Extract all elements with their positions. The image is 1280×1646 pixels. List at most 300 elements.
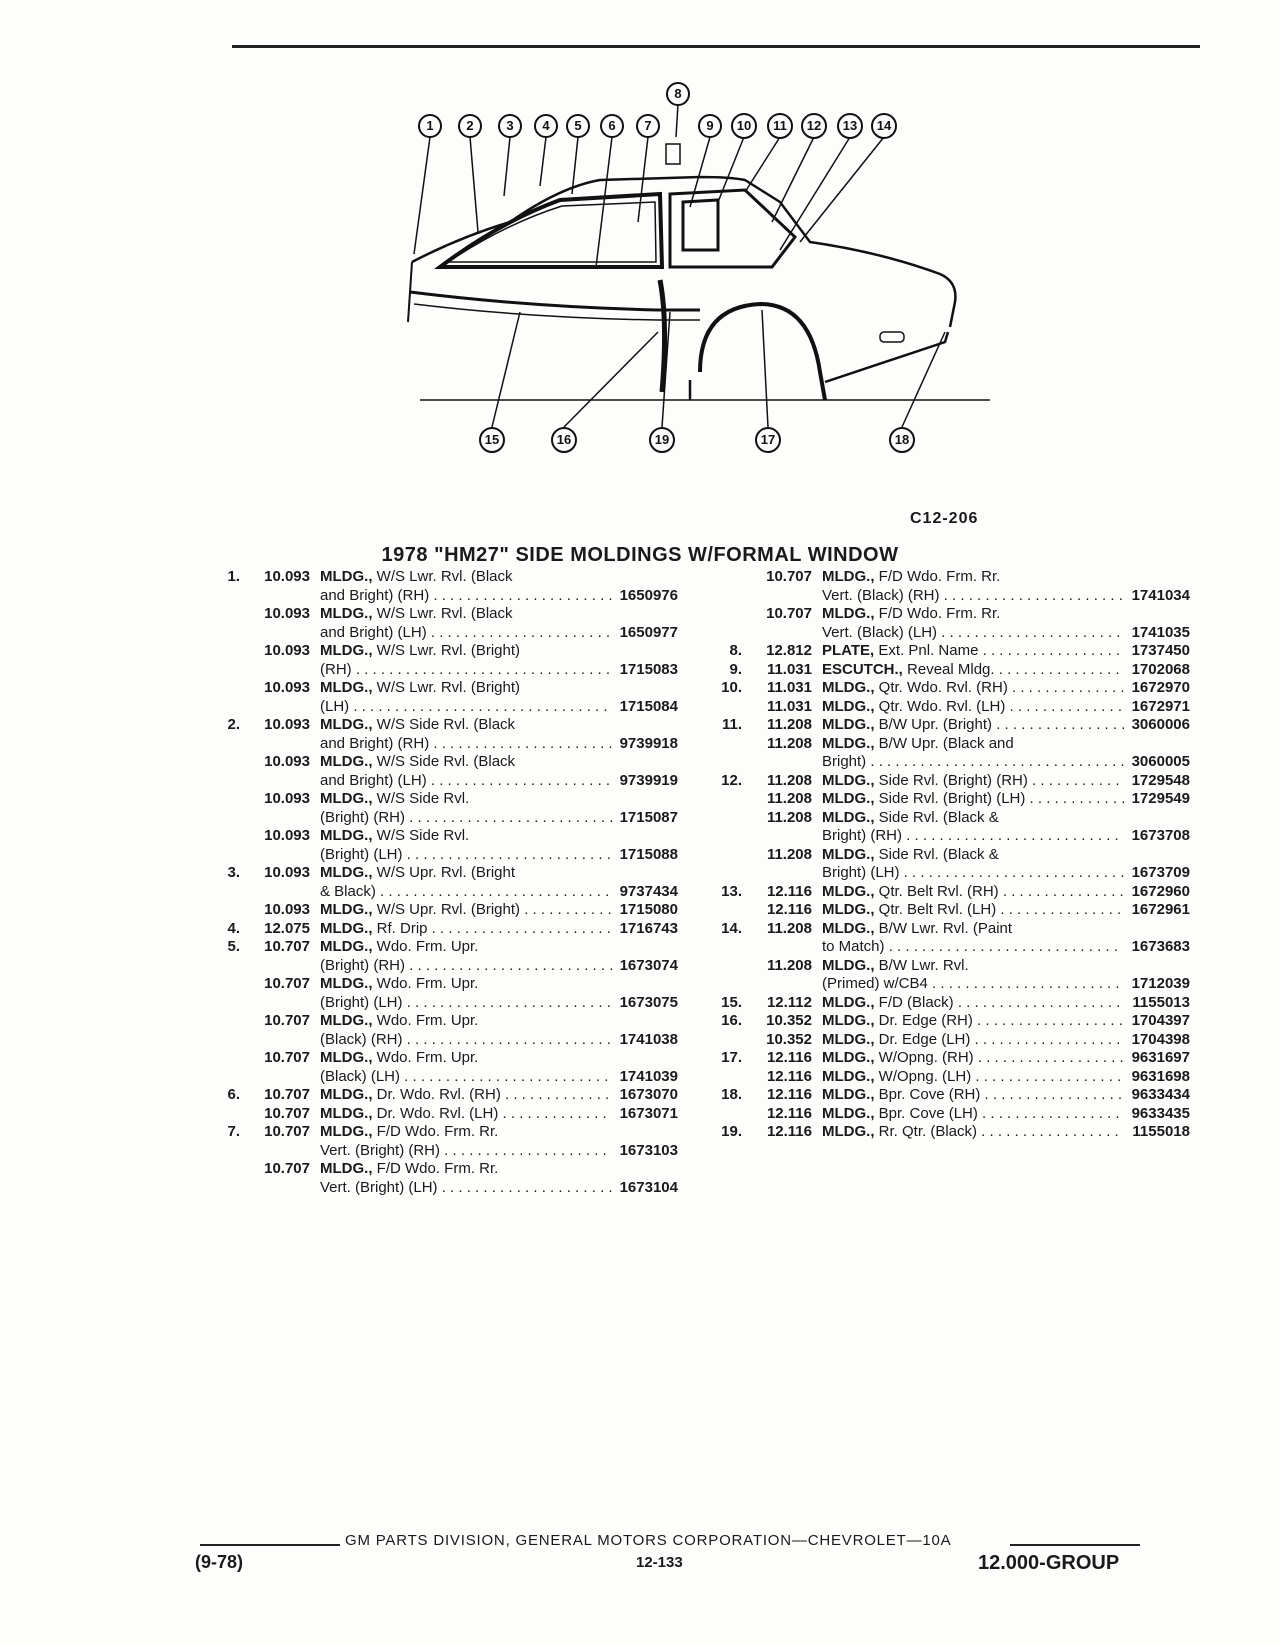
- part-detail: W/S Lwr. Rvl. (Black and Bright) (LH): [320, 605, 513, 641]
- part-description: [320, 975, 614, 1012]
- item-number: 9.: [729, 660, 742, 678]
- part-name: MLDG.,: [822, 993, 875, 1011]
- callout-9: [699, 115, 721, 137]
- part-name: PLATE,: [822, 642, 875, 659]
- top-rule: [232, 45, 1200, 48]
- parts-entry: [208, 790, 678, 827]
- part-number: 1741035: [1131, 623, 1190, 641]
- part-number: 1704397: [1131, 1012, 1190, 1029]
- car-outline: [408, 177, 990, 400]
- part-detail: W/S Side Rvl. (Black and Bright) (RH): [320, 716, 516, 752]
- part-detail: Qtr. Wdo. Rvl. (RH): [878, 679, 1008, 696]
- parts-entry: [208, 1123, 678, 1160]
- leader-dots: . . . . . . . . . . . . . . . . .: [982, 1104, 1120, 1122]
- part-description: [320, 827, 614, 864]
- part-name: MLDG.,: [320, 605, 373, 622]
- leader-dots: . . . . . . . . . . . . . . . . . . . . . . . . . . . . . . .: [353, 697, 608, 715]
- svg-text:19: 19: [654, 432, 670, 447]
- callout-5: [567, 115, 589, 137]
- part-number: 1712039: [1131, 975, 1190, 992]
- svg-text:17: 17: [760, 432, 776, 447]
- part-description: [320, 1086, 614, 1105]
- part-number: 1715084: [619, 697, 678, 715]
- part-number: 1650976: [619, 586, 678, 604]
- group-number: 10.093: [264, 679, 310, 696]
- leader-dots: . . . . . . . . . . . . . . . . . .: [977, 1012, 1123, 1029]
- leader-dots: . . . . . . . . . . . . . . . . . . . . . . . . . . . . . . .: [870, 753, 1125, 770]
- parts-entry: [710, 735, 1190, 772]
- group-number: 12.116: [766, 1104, 812, 1122]
- leader-dots: . . . . . . . . . . . . . . . . . . . . . . .: [932, 975, 1120, 992]
- part-number: 1737450: [1131, 642, 1190, 659]
- group-number: 12.075: [264, 919, 310, 937]
- part-description: [822, 698, 1126, 717]
- footer-group: 12.000-GROUP: [978, 1552, 1120, 1574]
- group-number: 10.352: [766, 1012, 812, 1029]
- leader-dots: . . . . . . . . . . . . .: [505, 1086, 610, 1103]
- svg-text:16: 16: [556, 432, 572, 447]
- part-number: 1673708: [1131, 827, 1190, 844]
- parts-entry: [710, 957, 1190, 994]
- part-description: [822, 1086, 1126, 1105]
- part-detail: W/Opng. (LH): [878, 1067, 972, 1085]
- part-name: MLDG.,: [822, 1086, 875, 1103]
- callout-4: [535, 115, 557, 137]
- parts-entry: [710, 883, 1190, 902]
- group-number: 11.208: [766, 845, 812, 863]
- part-name: MLDG.,: [320, 568, 373, 585]
- leader-dots: . . . . . . . . . . . . . . . . . . . . . . . . . . . .: [380, 882, 610, 900]
- parts-entry: [710, 994, 1190, 1013]
- leader-dots: . . . . . . . . . . . . . . . . . . . . . .: [941, 623, 1121, 641]
- callout-18: [890, 428, 914, 452]
- leader-dots: . . . . . . . . . . . . . . . . . . . . . . . . . . . . . . .: [355, 660, 611, 678]
- group-number: 10.707: [264, 938, 310, 955]
- svg-text:12: 12: [806, 118, 822, 133]
- leader-dots: . . . . . . . . . . . . . . . . . . . . . .: [430, 623, 611, 641]
- part-name: MLDG.,: [822, 716, 875, 733]
- part-description: [822, 920, 1126, 957]
- group-number: 12.116: [766, 1049, 812, 1066]
- part-name: MLDG.,: [822, 605, 875, 622]
- part-name: MLDG.,: [822, 882, 875, 900]
- part-description: [822, 901, 1126, 920]
- footer-publisher: GM PARTS DIVISION, GENERAL MOTORS CORPORATION—CHEVROLET—10A: [345, 1532, 952, 1549]
- part-number: 9631698: [1131, 1067, 1190, 1085]
- group-number: 10.707: [766, 605, 812, 622]
- parts-entry: [710, 1012, 1190, 1031]
- svg-text:7: 7: [644, 118, 652, 133]
- callout-17: [756, 428, 780, 452]
- part-name: MLDG.,: [822, 771, 875, 789]
- parts-entry: [710, 1105, 1190, 1124]
- part-number: 1672971: [1131, 697, 1190, 715]
- item-number: 11.: [721, 716, 742, 733]
- part-description: [822, 642, 1126, 661]
- parts-entry: [710, 846, 1190, 883]
- part-name: MLDG.,: [822, 845, 875, 863]
- part-name: MLDG.,: [320, 938, 373, 955]
- svg-text:1: 1: [426, 118, 434, 133]
- leader-dots: . . . . . . . . . . . . . . . . . .: [975, 1067, 1122, 1085]
- part-detail: Qtr. Belt Rvl. (RH): [878, 882, 999, 900]
- part-description: [320, 716, 614, 753]
- part-detail: Ext. Pnl. Name: [878, 642, 979, 659]
- part-name: MLDG.,: [822, 1104, 875, 1122]
- part-name: MLDG.,: [320, 642, 373, 659]
- part-name: MLDG.,: [320, 1012, 373, 1029]
- parts-entry: [208, 920, 678, 939]
- part-name: MLDG.,: [320, 716, 373, 733]
- parts-entry: [208, 605, 678, 642]
- part-number: 1650977: [619, 623, 678, 641]
- parts-entry: [710, 790, 1190, 809]
- leader-dots: . . . . . . . . . . . . . . . . . . . . .: [441, 1178, 613, 1196]
- part-number: 1716743: [619, 919, 678, 937]
- part-description: [822, 790, 1126, 809]
- group-number: 10.707: [766, 568, 812, 585]
- leader-dots: . . . . . . . . . . . . . . . . . . . . . .: [431, 919, 611, 937]
- part-detail: Reveal Mldg.: [907, 660, 995, 678]
- callout-2: [459, 115, 481, 137]
- part-number: 1741039: [619, 1067, 678, 1085]
- leader-dots: . . . . . . . . . . . . . . .: [1002, 882, 1124, 900]
- leader-dots: . . . . . . . . . . . . . .: [1012, 679, 1125, 696]
- part-detail: Dr. Edge (LH): [878, 1030, 971, 1048]
- part-number: 1672960: [1131, 882, 1190, 900]
- part-description: [822, 1012, 1126, 1031]
- part-number: 1741038: [619, 1030, 678, 1048]
- part-number: 1155013: [1132, 993, 1190, 1011]
- leader-dots: . . . . . . . . . . . . . . . . . . . .: [444, 1141, 607, 1159]
- parts-entry: [208, 1012, 678, 1049]
- svg-text:9: 9: [706, 118, 714, 133]
- leader-dots: . . . . . . . . . . . . . .: [1009, 697, 1123, 715]
- part-number: 3060005: [1131, 753, 1190, 770]
- leader-dots: . . . . . . . . . . . . . . . . . . . . . . . . . . . .: [888, 938, 1118, 955]
- part-detail: F/D Wdo. Frm. Rr. Vert. (Bright) (LH): [320, 1160, 499, 1196]
- parts-entry: [710, 809, 1190, 846]
- part-name: MLDG.,: [822, 901, 875, 918]
- part-detail: Dr. Wdo. Rvl. (RH): [376, 1086, 501, 1103]
- part-description: [822, 772, 1126, 791]
- part-name: MLDG.,: [822, 1067, 875, 1085]
- parts-entry: [208, 864, 678, 901]
- part-name: MLDG.,: [822, 790, 875, 807]
- part-name: MLDG.,: [822, 697, 875, 715]
- group-number: 12.812: [766, 642, 812, 659]
- part-detail: W/S Side Rvl. (Black and Bright) (LH): [320, 753, 516, 789]
- svg-text:5: 5: [574, 118, 582, 133]
- parts-entry: [710, 1031, 1190, 1050]
- part-name: MLDG.,: [822, 679, 875, 696]
- parts-entry: [710, 716, 1190, 735]
- group-number: 12.112: [766, 993, 812, 1011]
- group-number: 11.208: [766, 771, 812, 789]
- part-name: MLDG.,: [320, 901, 373, 918]
- part-description: [822, 809, 1126, 846]
- group-number: 10.093: [264, 827, 310, 844]
- callout-6: [601, 115, 623, 137]
- item-number: 15.: [721, 993, 742, 1011]
- part-description: [822, 1123, 1126, 1142]
- svg-text:2: 2: [466, 118, 474, 133]
- page-title: 1978 "HM27" SIDE MOLDINGS W/FORMAL WINDOW: [381, 544, 899, 566]
- part-detail: W/S Upr. Rvl. (Bright & Black): [320, 864, 516, 900]
- part-name: MLDG.,: [320, 864, 373, 881]
- part-description: [320, 1160, 614, 1197]
- part-name: MLDG.,: [822, 808, 875, 826]
- group-number: 10.707: [264, 1123, 310, 1140]
- part-detail: Dr. Wdo. Rvl. (LH): [376, 1104, 499, 1122]
- part-description: [320, 642, 614, 679]
- item-number: 14.: [721, 919, 742, 937]
- part-number: 9633435: [1131, 1104, 1190, 1122]
- leader-dots: . . . . . . . . . . . . . . . . . . . . . . . . . . .: [903, 864, 1125, 881]
- group-number: 10.093: [264, 753, 310, 770]
- leader-dots: . . . . . . . . . . . . . . . . . . . . . .: [433, 734, 613, 752]
- part-detail: Dr. Edge (RH): [878, 1012, 973, 1029]
- part-detail: B/W Lwr. Rvl. (Paint to Match): [822, 919, 1013, 955]
- parts-entry: [208, 1105, 678, 1124]
- item-number: 6.: [227, 1086, 240, 1103]
- part-description: [822, 568, 1126, 605]
- part-description: [822, 994, 1126, 1013]
- group-number: 11.031: [766, 679, 812, 696]
- parts-entry: [710, 568, 1190, 605]
- parts-entry: [208, 642, 678, 679]
- group-number: 12.116: [766, 1123, 812, 1140]
- part-detail: Wdo. Frm. Upr. (Black) (LH): [320, 1049, 479, 1085]
- item-number: 7.: [227, 1123, 240, 1140]
- part-name: MLDG.,: [822, 1012, 875, 1029]
- item-number: 12.: [721, 771, 742, 789]
- svg-text:15: 15: [484, 432, 500, 447]
- leader-dots: . . . . . . . . . . . . . . . . .: [981, 1123, 1119, 1140]
- part-number: 1729549: [1131, 790, 1190, 807]
- parts-entry: [710, 1049, 1190, 1068]
- group-number: 11.208: [766, 808, 812, 826]
- parts-entry: [208, 716, 678, 753]
- parts-list-left: [208, 568, 678, 1197]
- part-detail: F/D Wdo. Frm. Rr. Vert. (Black) (LH): [822, 605, 1001, 641]
- part-description: [320, 938, 614, 975]
- name-plate-icon: [666, 144, 680, 164]
- part-detail: Bpr. Cove (RH): [878, 1086, 981, 1103]
- part-detail: Rf. Drip: [376, 919, 428, 937]
- parts-entry: [710, 679, 1190, 698]
- callout-13: [838, 114, 862, 138]
- group-number: 10.707: [264, 1049, 310, 1066]
- part-detail: F/D Wdo. Frm. Rr. Vert. (Black) (RH): [822, 568, 1001, 604]
- leader-dots: . . . . . . . . . . . . . . . . . . . . . . . . .: [406, 845, 611, 863]
- part-detail: Qtr. Wdo. Rvl. (LH): [878, 697, 1006, 715]
- part-detail: F/D (Black): [878, 993, 954, 1011]
- part-detail: W/S Upr. Rvl. (Bright): [376, 901, 521, 918]
- part-detail: Bpr. Cove (LH): [878, 1104, 978, 1122]
- part-number: 1672961: [1131, 901, 1190, 918]
- parts-entry: [710, 661, 1190, 680]
- group-number: 10.707: [264, 975, 310, 992]
- parts-entry: [710, 920, 1190, 957]
- part-description: [822, 716, 1126, 735]
- part-detail: W/S Side Rvl. (Bright) (LH): [320, 827, 470, 863]
- part-detail: Side Rvl. (Bright) (LH): [878, 790, 1026, 807]
- part-name: MLDG.,: [320, 1104, 373, 1122]
- parts-entry: [710, 1068, 1190, 1087]
- part-number: 9633434: [1131, 1086, 1190, 1103]
- leader-dots: . . . . . . . . . . . . . . . . . . . . . . . . . .: [906, 827, 1119, 844]
- item-number: 5.: [227, 938, 240, 955]
- part-number: 9631697: [1131, 1049, 1190, 1066]
- part-name: MLDG.,: [320, 790, 373, 807]
- callout-15: [480, 428, 504, 452]
- part-detail: W/Opng. (RH): [878, 1049, 974, 1066]
- part-description: [320, 1049, 614, 1086]
- callout-10: [732, 114, 756, 138]
- part-description: [320, 753, 614, 790]
- svg-text:3: 3: [506, 118, 514, 133]
- part-number: 3060006: [1131, 716, 1190, 733]
- part-number: 9737434: [619, 882, 678, 900]
- figure-code: C12-206: [910, 510, 979, 527]
- part-detail: Rr. Qtr. (Black): [878, 1123, 978, 1140]
- part-name: MLDG.,: [320, 753, 373, 770]
- item-number: 16.: [721, 1012, 742, 1029]
- item-number: 3.: [227, 864, 240, 881]
- part-name: MLDG.,: [320, 1086, 373, 1103]
- group-number: 10.093: [264, 605, 310, 622]
- group-number: 10.093: [264, 642, 310, 659]
- part-number: 1741034: [1131, 586, 1190, 604]
- leader-dots: . . . . . . . . . . . . . . . . . .: [974, 1030, 1121, 1048]
- leader-dots: . . . . . . . . . . . . . . . . . . . . . . . . .: [406, 993, 611, 1011]
- part-detail: W/S Lwr. Rvl. (Bright) (LH): [320, 679, 521, 715]
- svg-text:8: 8: [674, 86, 682, 101]
- part-description: [822, 1068, 1126, 1087]
- group-number: 10.093: [264, 901, 310, 918]
- group-number: 10.093: [264, 864, 310, 881]
- part-name: MLDG.,: [822, 568, 875, 585]
- callout-19: [650, 428, 674, 452]
- part-description: [822, 679, 1126, 698]
- part-detail: Side Rvl. (Black & Bright) (RH): [822, 808, 999, 844]
- group-number: 11.031: [766, 697, 812, 715]
- leader-dots: . . . . . . . . . . . . . . . . . . . . . . . . .: [409, 808, 614, 826]
- leader-dots: . . . . . . . . . . . . . . . . . . . . . . . . .: [406, 1030, 611, 1048]
- svg-text:14: 14: [876, 118, 892, 133]
- part-name: MLDG.,: [320, 827, 373, 844]
- group-number: 11.031: [766, 660, 812, 678]
- parts-entry: [710, 642, 1190, 661]
- part-detail: F/D Wdo. Frm. Rr. Vert. (Bright) (RH): [320, 1123, 499, 1159]
- callout-3: [499, 115, 521, 137]
- part-description: [320, 1105, 614, 1124]
- part-description: [320, 605, 614, 642]
- group-number: 10.093: [264, 716, 310, 733]
- group-number: 10.707: [264, 1160, 310, 1177]
- parts-entry: [710, 1123, 1190, 1142]
- part-detail: W/S Lwr. Rvl. (Black and Bright) (RH): [320, 568, 513, 604]
- leader-dots: . . . . . . . . . . . . . . . . . . . . . .: [433, 586, 613, 604]
- leader-dots: . . . . . . . . . . . . .: [502, 1104, 607, 1122]
- part-name: MLDG.,: [822, 734, 875, 752]
- leader-dots: . . . . . . . . . . . . . . .: [1000, 901, 1122, 918]
- leader-dots: . . . . . . . . . . . . . . . . . .: [977, 1049, 1124, 1066]
- callout-1: [419, 115, 441, 137]
- part-name: MLDG.,: [320, 1123, 373, 1140]
- part-number: 9739919: [619, 771, 678, 789]
- callout-8: [667, 83, 689, 105]
- part-number: 1673683: [1131, 938, 1190, 955]
- part-number: 1673103: [619, 1141, 678, 1159]
- part-number: 1729548: [1131, 771, 1190, 789]
- leader-dots: . . . . . . . . . . . . . . . . . . . . . .: [943, 586, 1123, 604]
- side-moldings-diagram: [400, 82, 990, 482]
- part-detail: B/W Upr. (Bright): [878, 716, 993, 733]
- part-description: [822, 1049, 1126, 1068]
- group-number: 10.707: [264, 1104, 310, 1122]
- leader-dots: . . . . . . . . . . .: [1032, 771, 1120, 789]
- item-number: 18.: [721, 1086, 742, 1103]
- parts-entry: [208, 568, 678, 605]
- callout-12: [802, 114, 826, 138]
- group-number: 11.208: [766, 919, 812, 937]
- part-number: 1672970: [1131, 679, 1190, 696]
- parts-list-right: [710, 568, 1190, 1142]
- item-number: 10.: [721, 679, 742, 696]
- callout-16: [552, 428, 576, 452]
- part-description: [822, 1031, 1126, 1050]
- leader-dots: . . . . . . . . . . . . . . .: [998, 660, 1120, 678]
- item-number: 13.: [721, 882, 742, 900]
- parts-entry: [710, 901, 1190, 920]
- part-description: [320, 1123, 614, 1160]
- part-number: 1715080: [619, 901, 678, 918]
- footer-rule-left: [200, 1544, 340, 1546]
- callout-11: [768, 114, 792, 138]
- part-number: 1702068: [1131, 660, 1190, 678]
- part-detail: Qtr. Belt Rvl. (LH): [878, 901, 997, 918]
- leader-dots: . . . . . . . . . . . .: [1029, 790, 1126, 807]
- item-number: 2.: [227, 716, 240, 733]
- parts-entry: [208, 901, 678, 920]
- item-number: 1.: [227, 568, 240, 585]
- svg-text:18: 18: [894, 432, 910, 447]
- leader-dots: . . . . . . . . . . . . . . . . . . . . . .: [430, 771, 611, 789]
- item-number: 8.: [729, 642, 742, 659]
- group-number: 10.707: [264, 1012, 310, 1029]
- part-detail: B/W Upr. (Black and Bright): [822, 734, 1014, 770]
- leader-dots: . . . . . . . . . . . . . . . . . . . . . . . . .: [409, 956, 614, 974]
- callout-14: [872, 114, 896, 138]
- part-detail: Side Rvl. (Bright) (RH): [878, 771, 1028, 789]
- part-name: ESCUTCH.,: [822, 660, 903, 678]
- part-name: MLDG.,: [320, 679, 373, 696]
- part-detail: Wdo. Frm. Upr. (Bright) (RH): [320, 938, 479, 974]
- part-name: MLDG.,: [320, 1160, 373, 1177]
- leader-dots: . . . . . . . . . . . . . . . . . . . .: [957, 993, 1121, 1011]
- parts-entry: [710, 698, 1190, 717]
- item-number: 19.: [721, 1123, 742, 1140]
- leader-dots: . . . . . . . . . . . . . . . . . . . . . . . . .: [404, 1067, 609, 1085]
- svg-text:4: 4: [542, 118, 550, 133]
- item-number: 17.: [721, 1049, 742, 1066]
- leader-dots: . . . . . . . . . . . . . . . .: [996, 716, 1126, 733]
- part-description: [320, 568, 614, 605]
- group-number: 12.116: [766, 1086, 812, 1103]
- group-number: 11.208: [766, 790, 812, 807]
